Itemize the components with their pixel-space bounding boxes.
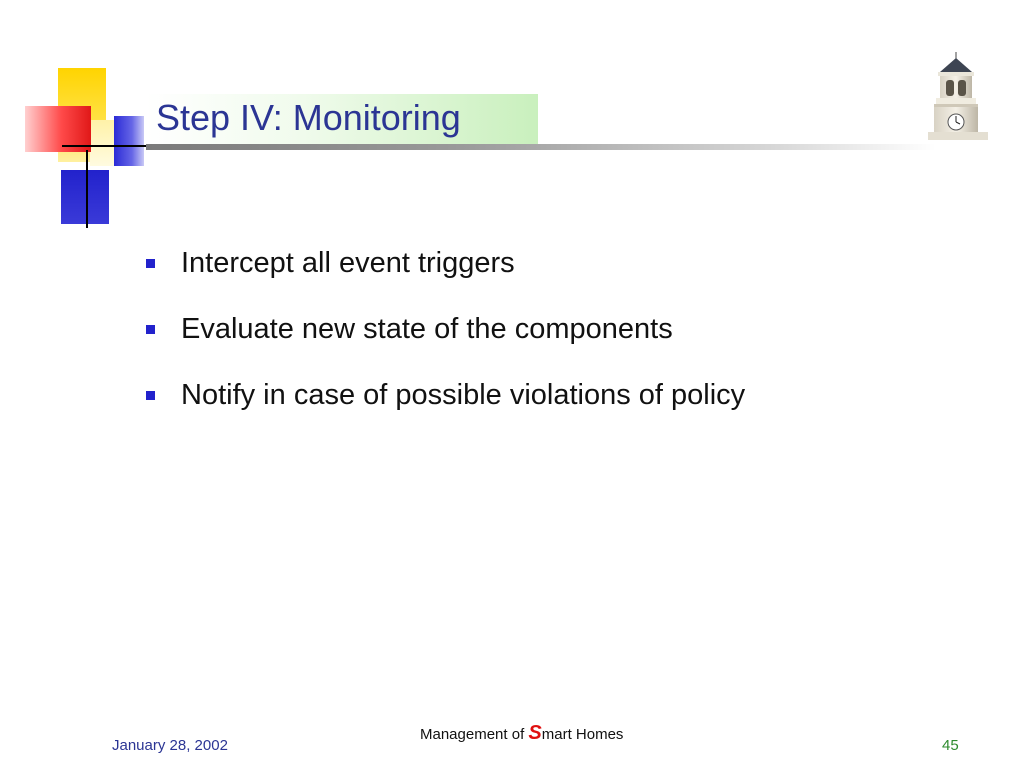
footer-title bbox=[420, 722, 623, 745]
blue-large-square bbox=[61, 170, 109, 224]
square-bullet-icon bbox=[146, 325, 155, 334]
footer-title-prefix: Management of bbox=[420, 726, 529, 743]
square-bullet-icon bbox=[146, 391, 155, 400]
clock-tower-image bbox=[920, 52, 996, 140]
horizontal-divider bbox=[62, 145, 146, 147]
bullet-text: Intercept all event triggers bbox=[181, 247, 515, 279]
list-item bbox=[144, 244, 745, 310]
blue-small-square bbox=[114, 116, 144, 166]
light-yellow-square bbox=[90, 120, 114, 166]
list-item bbox=[144, 310, 745, 376]
bullet-text: Notify in case of possible violations of policy bbox=[181, 379, 746, 411]
page-number: 45 bbox=[942, 737, 959, 754]
vertical-divider bbox=[86, 150, 88, 228]
footer-date: January 28, 2002 bbox=[112, 737, 228, 754]
title-underline bbox=[146, 144, 936, 150]
slide-title: Step IV: Monitoring bbox=[156, 97, 461, 138]
footer-title-initial: S bbox=[528, 722, 542, 744]
square-bullet-icon bbox=[146, 259, 155, 268]
footer-title-rest: mart Homes bbox=[541, 726, 624, 743]
list-item bbox=[144, 376, 745, 442]
bullet-list bbox=[144, 244, 745, 442]
bullet-text: Evaluate new state of the components bbox=[181, 313, 673, 345]
